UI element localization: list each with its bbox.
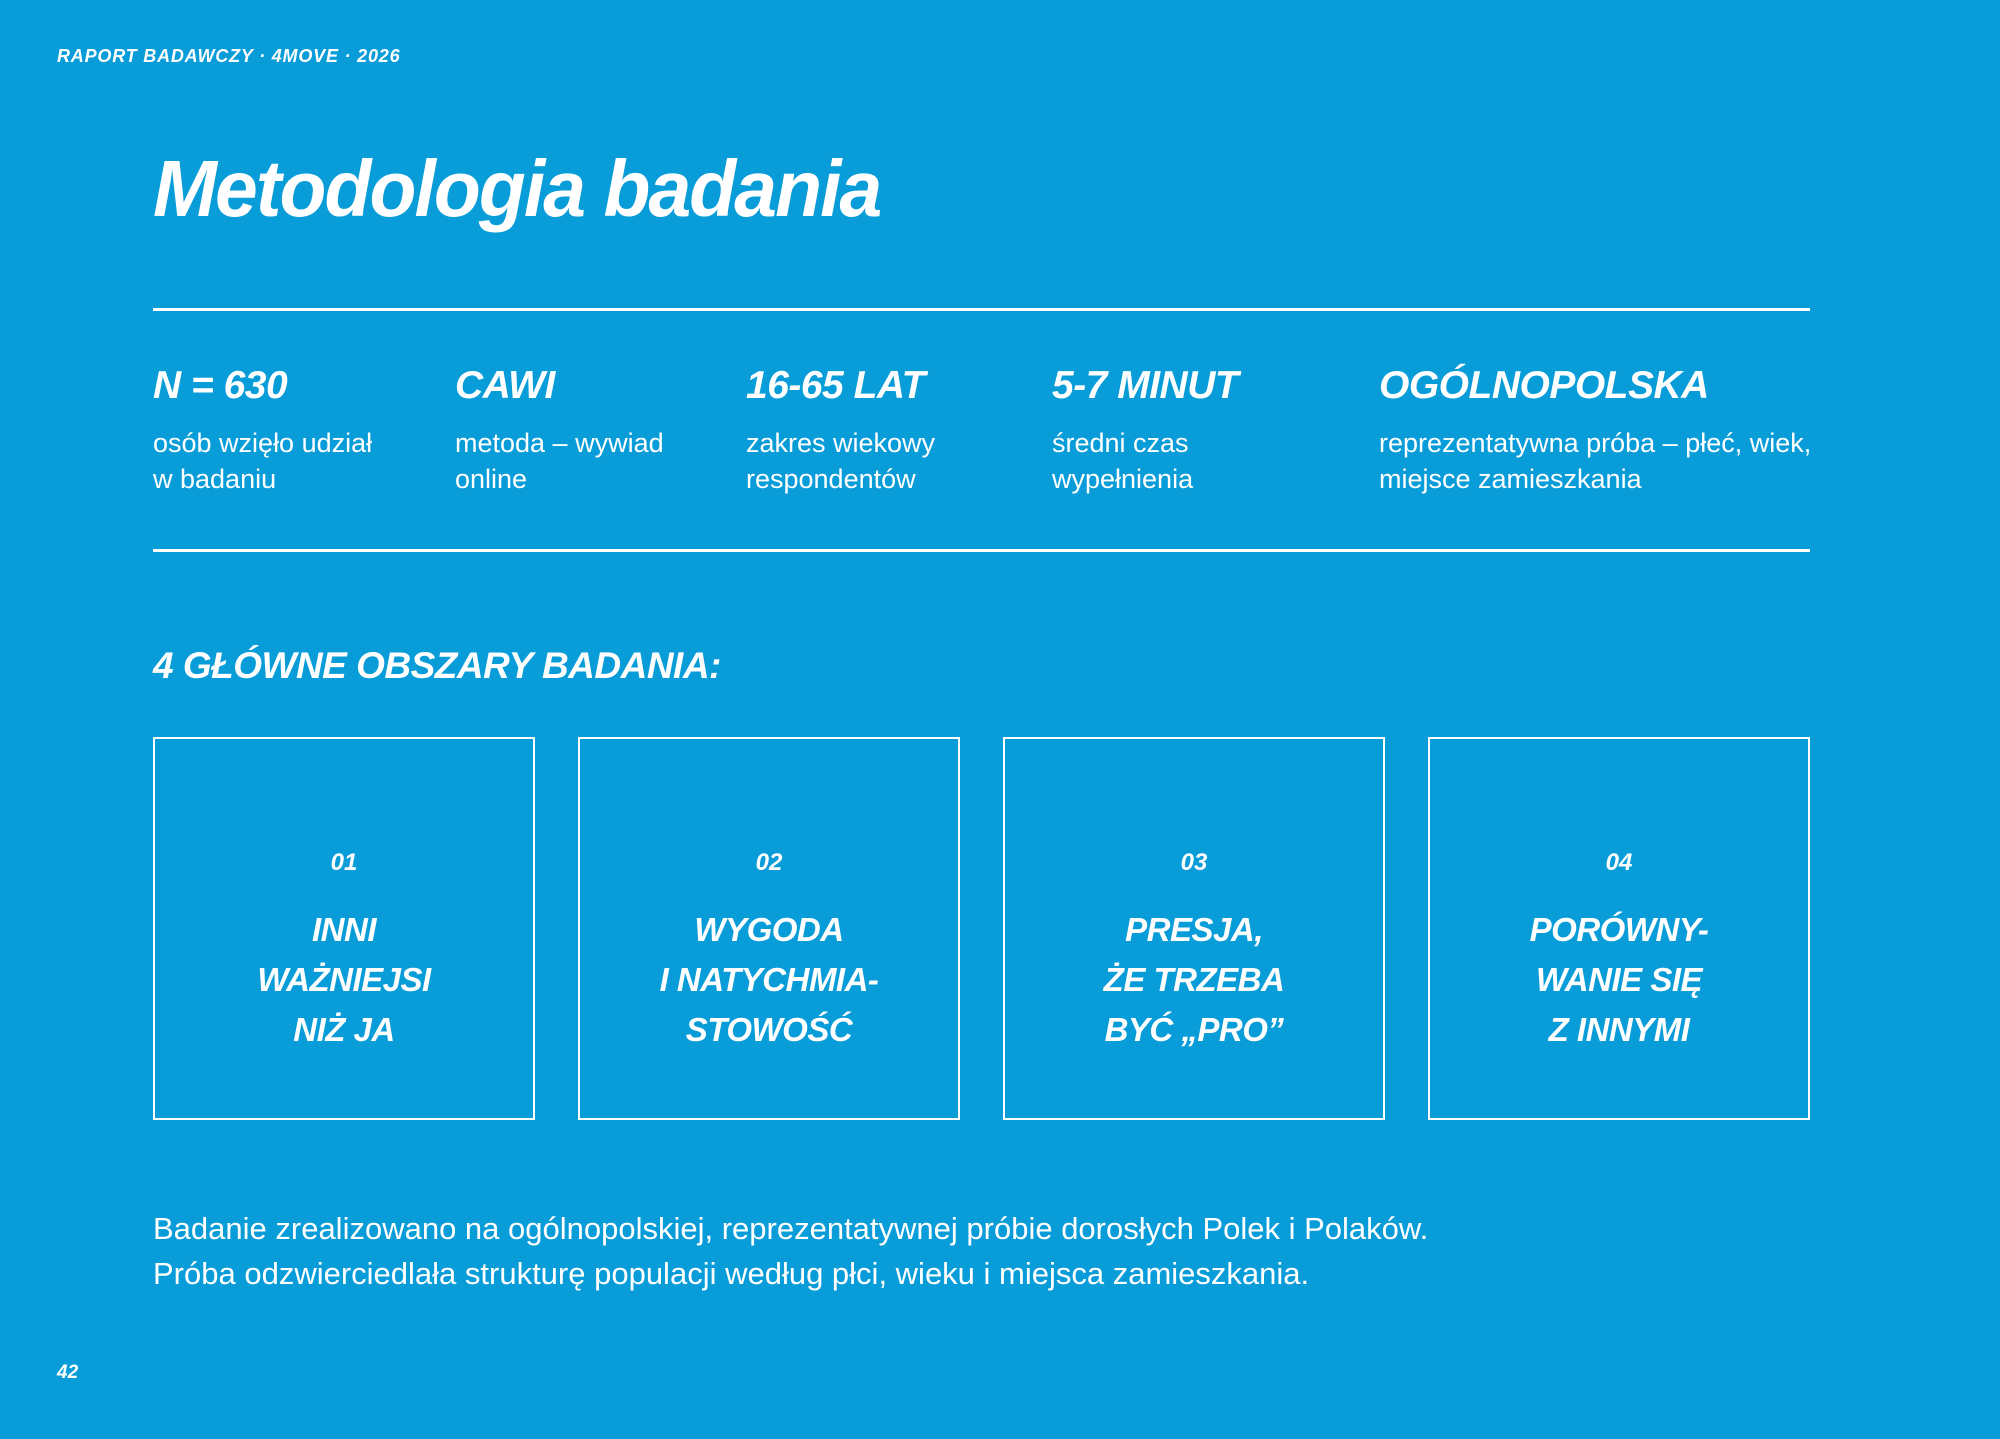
footer-paragraph bbox=[153, 1206, 1428, 1296]
area-title-line: PRESJA, bbox=[1125, 911, 1263, 948]
footer-line: Badanie zrealizowano na ogólnopolskiej, reprezentatywnej próbie dorosłych Polek i Polaków. bbox=[153, 1211, 1429, 1246]
area-title-line: WYGODA bbox=[694, 911, 844, 948]
stat-value: 16-65 LAT bbox=[746, 364, 925, 407]
divider-top bbox=[153, 308, 1810, 311]
stat-description: reprezentatywna próba – płeć, wiek, bbox=[1379, 428, 1812, 458]
stat-description: osób wzięło udział bbox=[153, 428, 373, 458]
area-number: 02 bbox=[755, 849, 783, 876]
page-title: Metodologia badania bbox=[153, 144, 881, 233]
area-box-1 bbox=[153, 737, 535, 1120]
stat-description: w badaniu bbox=[153, 464, 277, 494]
area-number: 03 bbox=[1180, 849, 1208, 876]
area-title-line: BYĆ „PRO” bbox=[1104, 1011, 1284, 1048]
footer-line: Próba odzwierciedlała strukturę populacji według płci, wieku i miejsca zamieszkania. bbox=[153, 1256, 1310, 1291]
stat-description: online bbox=[455, 464, 528, 494]
stat-description: wypełnienia bbox=[1052, 464, 1194, 494]
research-areas-row bbox=[153, 737, 1810, 1120]
stat-value: N = 630 bbox=[153, 364, 288, 407]
report-header-label: RAPORT BADAWCZY · 4MOVE · 2026 bbox=[57, 46, 401, 66]
area-box-3 bbox=[1003, 737, 1385, 1120]
stat-scope bbox=[1379, 364, 1811, 497]
area-title-line: Z INNYMI bbox=[1548, 1011, 1690, 1048]
stat-description: metoda – wywiad bbox=[455, 428, 664, 458]
stat-description: średni czas bbox=[1052, 428, 1189, 458]
area-number: 01 bbox=[330, 849, 358, 876]
stat-description: respondentów bbox=[746, 464, 916, 494]
stat-value: CAWI bbox=[455, 364, 555, 407]
stat-method bbox=[455, 364, 746, 497]
area-title-line: PORÓWNY- bbox=[1529, 911, 1709, 948]
stat-description: zakres wiekowy bbox=[746, 428, 936, 458]
area-title-line: WAŻNIEJSI bbox=[257, 961, 431, 998]
stat-age-range bbox=[746, 364, 1052, 497]
stat-value: OGÓLNOPOLSKA bbox=[1379, 364, 1709, 407]
area-box-2 bbox=[578, 737, 960, 1120]
stat-sample-size bbox=[153, 364, 455, 497]
area-title-line: INNI bbox=[312, 911, 376, 948]
divider-bottom bbox=[153, 549, 1810, 552]
area-title-line: NIŻ JA bbox=[293, 1011, 395, 1048]
area-title-line: ŻE TRZEBA bbox=[1103, 961, 1285, 998]
area-box-4 bbox=[1428, 737, 1810, 1120]
stat-duration bbox=[1052, 364, 1379, 497]
area-title-line: WANIE SIĘ bbox=[1535, 961, 1703, 998]
stat-value: 5-7 MINUT bbox=[1052, 364, 1239, 407]
area-title-line: STOWOŚĆ bbox=[685, 1011, 853, 1048]
areas-section-heading: 4 GŁÓWNE OBSZARY BADANIA: bbox=[153, 645, 721, 686]
area-title-line: I NATYCHMIA- bbox=[659, 961, 879, 998]
area-number: 04 bbox=[1605, 849, 1633, 876]
page-number: 42 bbox=[57, 1362, 79, 1383]
methodology-stats-row bbox=[153, 364, 1810, 497]
stat-description: miejsce zamieszkania bbox=[1379, 464, 1642, 494]
